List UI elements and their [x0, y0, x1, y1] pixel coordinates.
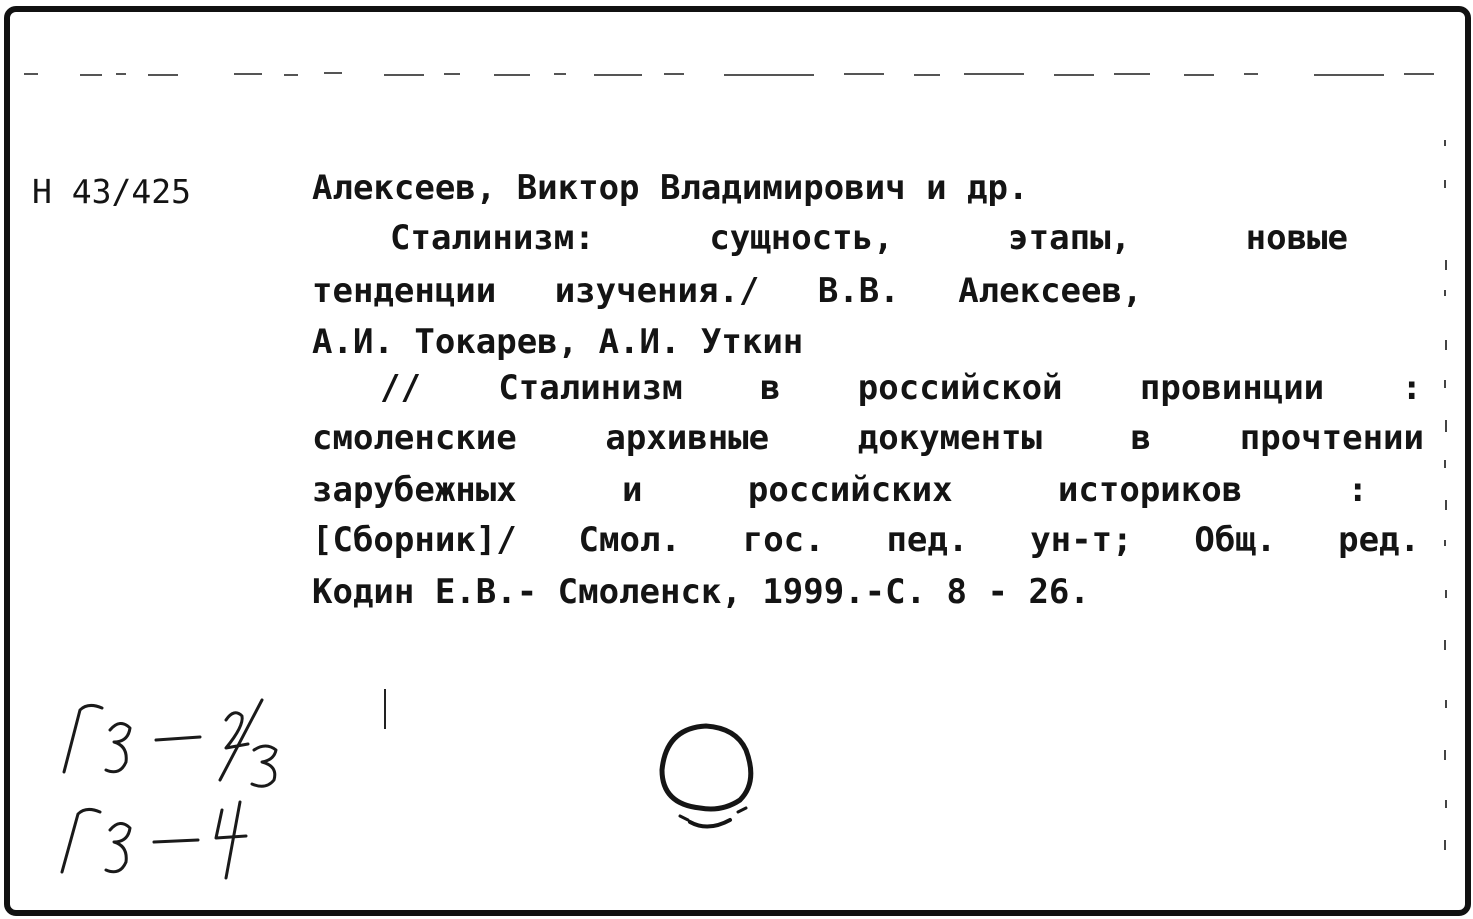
title-line-2: тенденции изучения./ В.В. Алексеев, — [312, 271, 1143, 311]
author-heading: Алексеев, Виктор Владимирович и др. — [312, 168, 1029, 208]
title-line-8: Кодин Е.В.- Смоленск, 1999.-С. 8 - 26. — [312, 572, 1090, 612]
title-line-3: А.И. Токарев, А.И. Уткин — [312, 322, 804, 362]
hand-drawn-circle-icon — [650, 720, 770, 850]
shelfmark: Н 43/425 — [32, 172, 191, 211]
handwritten-notes — [40, 690, 340, 890]
title-line-5: смоленские архивные документы в прочтении — [312, 418, 1424, 458]
title-line-7: [Сборник]/ Смол. гос. пед. ун-т; Общ. ред. — [312, 520, 1420, 560]
scan-noise-divider — [24, 70, 1444, 78]
title-line-6: зарубежных и российских историков : — [312, 470, 1368, 510]
scan-edge-noise — [1438, 120, 1454, 880]
pencil-tick-mark — [382, 687, 388, 731]
title-line-4: // Сталинизм в российской провинции : — [380, 368, 1422, 408]
title-line-1: Сталинизм: сущность, этапы, новые — [390, 218, 1348, 258]
